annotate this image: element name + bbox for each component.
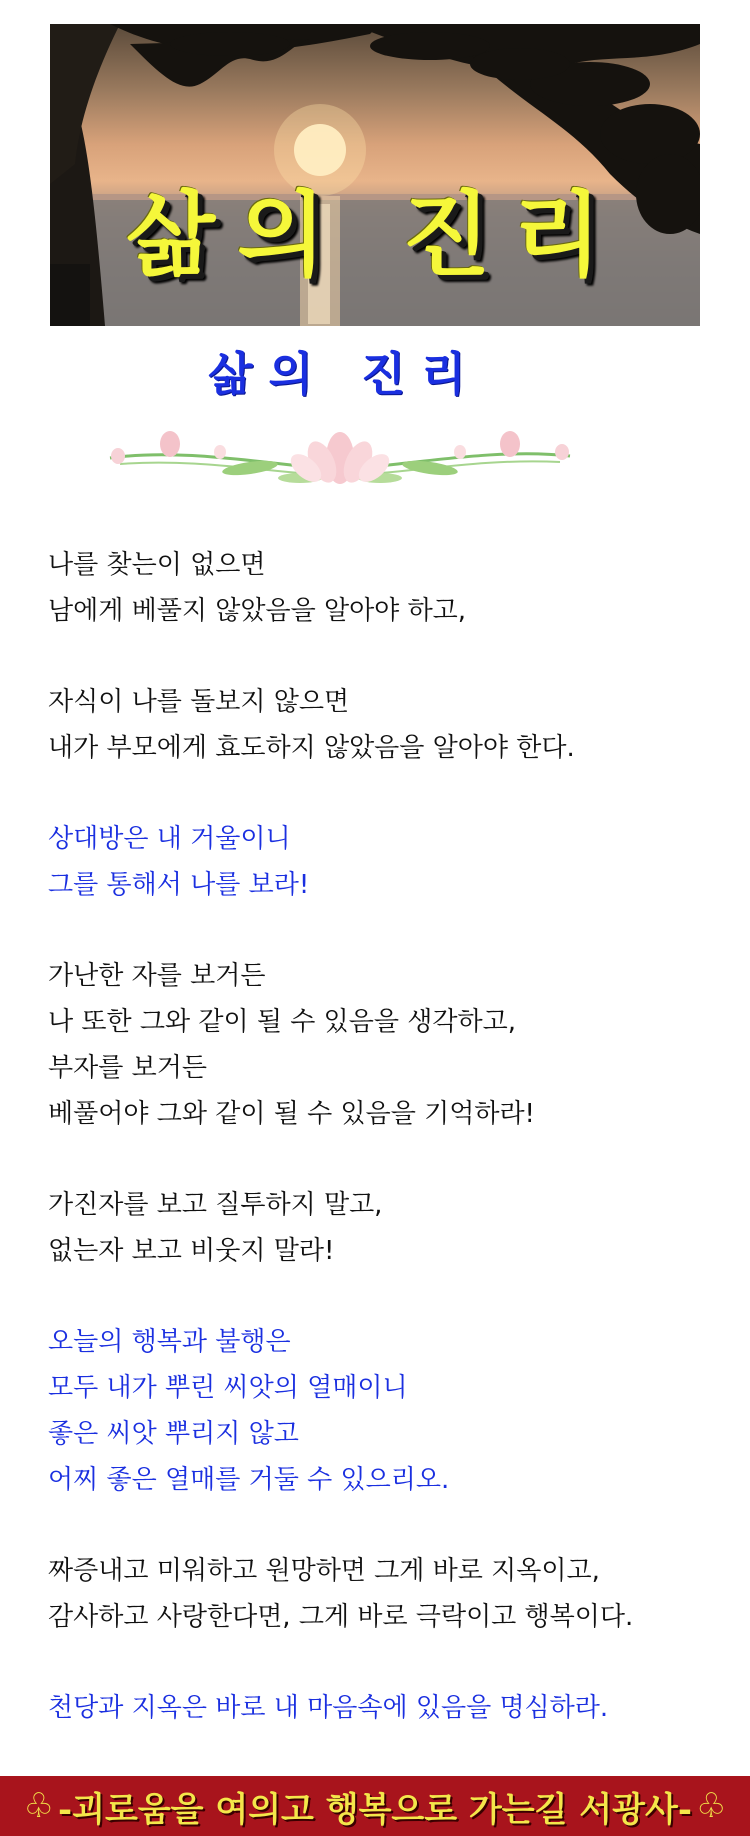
page-subtitle: 삶의 진리 bbox=[208, 347, 482, 401]
poem-line: 자식이 나를 돌보지 않으면 bbox=[48, 687, 350, 717]
poem-line: 나를 찾는이 없으면 bbox=[48, 550, 266, 580]
poem-stanza bbox=[48, 1548, 728, 1640]
poem-line: 남에게 베풀지 않았음을 알아야 하고, bbox=[48, 596, 467, 626]
banner-title: 삶의 진리 bbox=[126, 181, 624, 289]
poem-line: 가난한 자를 보거든 bbox=[48, 961, 266, 991]
poem-line: 오늘의 행복과 불행은 bbox=[48, 1327, 291, 1357]
lotus-flower-icon bbox=[110, 431, 570, 487]
poem-line: 짜증내고 미워하고 원망하면 그게 바로 지옥이고, bbox=[48, 1556, 600, 1586]
poem-stanza bbox=[48, 1319, 728, 1503]
poem-line: 감사하고 사랑한다면, 그게 바로 극락이고 행복이다. bbox=[48, 1602, 634, 1632]
poem-line: 천당과 지옥은 바로 내 마음속에 있음을 명심하라. bbox=[48, 1693, 609, 1723]
poem-line: 부자를 보거든 bbox=[48, 1053, 207, 1083]
poem-stanza bbox=[48, 1685, 728, 1731]
poem-line: 베풀어야 그와 같이 될 수 있음을 기억하라! bbox=[48, 1099, 535, 1129]
club-icon: ♧ bbox=[695, 1786, 727, 1826]
footer-text: -괴로움을 여의고 행복으로 가는길 서광사- bbox=[58, 1789, 692, 1830]
poem-stanza bbox=[48, 953, 728, 1137]
poem-line: 그를 통해서 나를 보라! bbox=[48, 870, 310, 900]
footer-banner bbox=[0, 1776, 750, 1836]
poem-line: 없는자 보고 비웃지 말라! bbox=[48, 1236, 335, 1266]
poem-stanza bbox=[48, 816, 728, 908]
poem-stanza bbox=[48, 679, 728, 771]
poem-stanza bbox=[48, 542, 728, 634]
poem-line: 상대방은 내 거울이니 bbox=[48, 824, 291, 854]
lotus-flower-divider bbox=[100, 418, 580, 488]
poem-line: 모두 내가 뿌린 씨앗의 열매이니 bbox=[48, 1373, 408, 1403]
poem-line: 나 또한 그와 같이 될 수 있음을 생각하고, bbox=[48, 1007, 516, 1037]
poem-line: 내가 부모에게 효도하지 않았음을 알아야 한다. bbox=[48, 733, 575, 763]
sunset-banner-image bbox=[50, 24, 700, 326]
club-icon: ♧ bbox=[23, 1786, 55, 1826]
poem-body bbox=[48, 542, 728, 1776]
poem-line: 가진자를 보고 질투하지 말고, bbox=[48, 1190, 383, 1220]
poem-line: 어찌 좋은 열매를 거둘 수 있으리오. bbox=[48, 1465, 450, 1495]
poem-line: 좋은 씨앗 뿌리지 않고 bbox=[48, 1419, 299, 1449]
poem-stanza bbox=[48, 1182, 728, 1274]
